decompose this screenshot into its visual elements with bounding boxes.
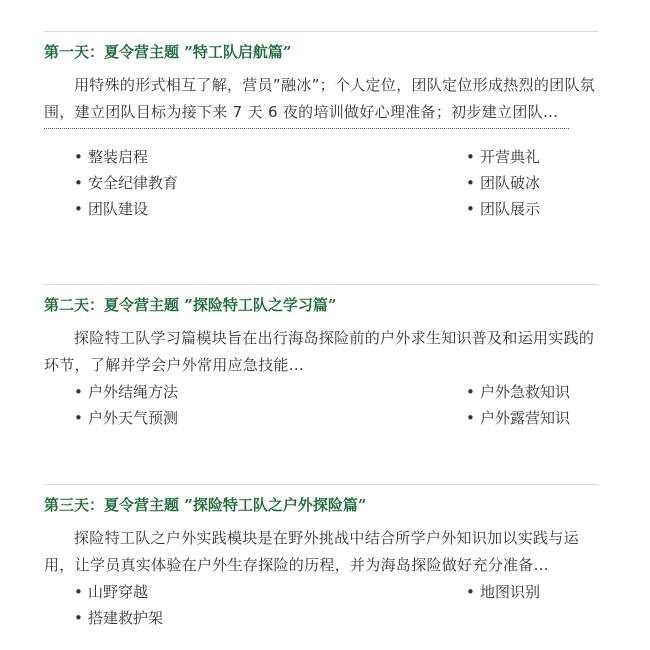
activity-item: • 整装启程 — [74, 148, 149, 166]
activity-list — [44, 379, 598, 433]
activity-item: • 户外结绳方法 — [74, 383, 179, 401]
activity-list — [44, 579, 598, 633]
activity-item: • 安全纪律教育 — [74, 174, 179, 192]
day-section-3 — [44, 484, 598, 633]
section-divider — [44, 284, 598, 285]
day-title[interactable]: 第一天：夏令营主题 ”特工队启航篇” — [44, 43, 292, 61]
activity-item: • 团队破冰 — [466, 174, 541, 192]
activity-item: • 户外急救知识 — [466, 383, 571, 401]
activity-item: • 山野穿越 — [74, 583, 149, 601]
activity-item: • 搭建救护架 — [74, 609, 164, 627]
activity-item: • 团队建设 — [74, 200, 149, 218]
activity-item: • 户外露营知识 — [466, 409, 571, 427]
day-title[interactable]: 第三天：夏令营主题 ”探险特工队之户外探险篇” — [44, 496, 367, 514]
section-divider — [44, 484, 598, 485]
day-description: 探险特工队学习篇模块旨在出行海岛探险前的户外求生知识普及和运用实践的环节，了解并学会户外常用应急技能... — [44, 329, 595, 374]
activity-item: • 团队展示 — [466, 200, 541, 218]
day-description: 用特殊的形式相互了解，营员”融冰”；个人定位，团队定位形成热烈的团队氛围，建立团队目标为接下来 7 天 6 夜的培训做好心理准备；初步建立团队... — [44, 76, 596, 121]
day-title[interactable]: 第二天：夏令营主题 ”探险特工队之学习篇” — [44, 296, 337, 314]
activity-item: • 户外天气预测 — [74, 409, 179, 427]
dotted-divider — [44, 128, 569, 129]
day-description: 探险特工队之户外实践模块是在野外挑战中结合所学户外知识加以实践与运用，让学员真实体验在户外生存探险的历程，并为海岛探险做好充分准备... — [44, 529, 579, 574]
section-divider — [44, 31, 598, 32]
activity-list — [44, 144, 598, 224]
activity-item: • 开营典礼 — [466, 148, 541, 166]
activity-item: • 地图识别 — [466, 583, 541, 601]
day-section-1 — [44, 31, 598, 224]
day-section-2 — [44, 284, 598, 433]
